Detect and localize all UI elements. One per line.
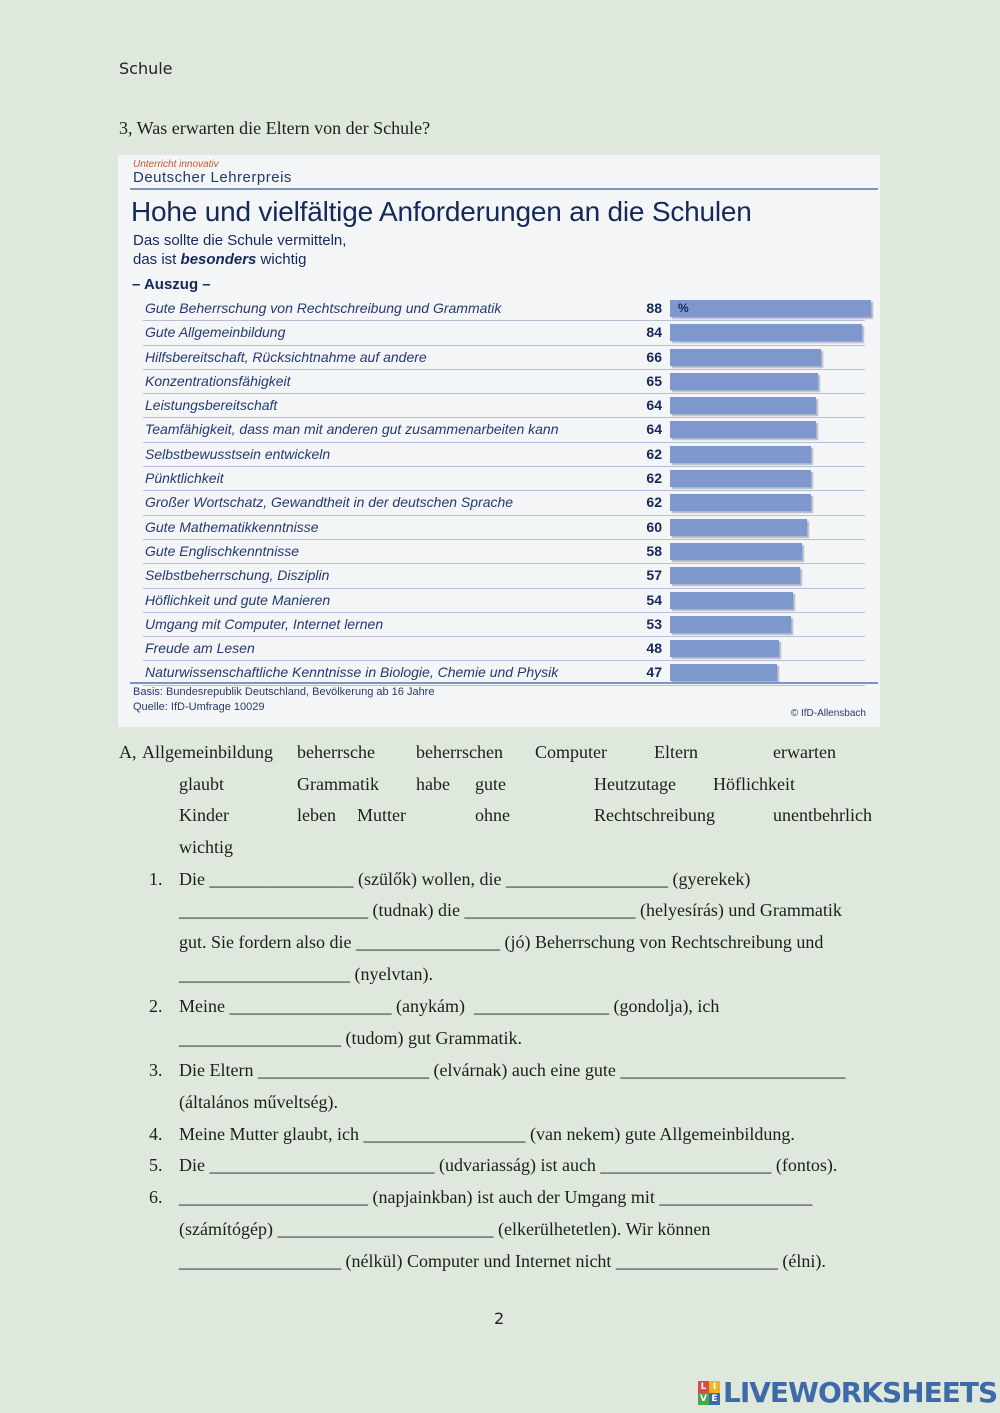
exercise-line[interactable]: (számítógép) ________________________ (elkerülhetetlen). Wir können <box>179 1219 711 1239</box>
chart-category-label: Höflichkeit und gute Manieren <box>145 591 331 608</box>
word-bank-word: Heutzutage <box>594 774 676 794</box>
chart-category-label: Naturwissenschaftliche Kenntnisse in Biologie, Chemie und Physik <box>145 664 559 681</box>
word-bank-word: Höflichkeit <box>713 774 795 794</box>
chart-bar <box>670 300 871 317</box>
chart-value-label: 47 <box>646 664 662 681</box>
chart-category-label: Hilfsbereitschaft, Rücksichtnahme auf andere <box>145 348 427 365</box>
task-title: 3, Was erwarten die Eltern von der Schule? <box>119 118 431 138</box>
exercise-number: 6. <box>149 1187 163 1207</box>
chart-title: Hohe und vielfältige Anforderungen an die Schulen <box>131 196 752 227</box>
chart-category-label: Selbstbeherrschung, Disziplin <box>145 567 330 584</box>
chart-category-label: Leistungsbereitschaft <box>145 397 278 414</box>
chart-value-label: 58 <box>646 542 662 559</box>
chart-value-label: 53 <box>646 615 662 632</box>
chart-value-label: 64 <box>646 421 662 438</box>
chart-footer-divider <box>130 682 878 684</box>
word-bank-word: Grammatik <box>297 774 379 794</box>
word-bank-word: habe <box>416 774 450 794</box>
chart-excerpt-label: – Auszug – <box>132 276 211 293</box>
word-bank-word: gute <box>475 774 506 794</box>
chart-bar <box>670 494 811 511</box>
chart-row <box>143 540 865 564</box>
chart-rows <box>143 297 865 686</box>
word-bank-word: leben <box>297 805 336 825</box>
logo-text: LIVEWORKSHEETS <box>723 1376 998 1409</box>
chart-category-label: Gute Mathematikkenntnisse <box>145 518 319 535</box>
chart-category-label: Gute Beherrschung von Rechtschreibung und Grammatik <box>145 300 502 316</box>
chart-category-label: Umgang mit Computer, Internet lernen <box>145 615 384 632</box>
chart-value-label: 62 <box>646 494 662 511</box>
word-bank-word: unentbehrlich <box>773 805 872 825</box>
chart-bar <box>670 592 793 609</box>
chart-basis: Basis: Bundesrepublik Deutschland, Bevölkerung ab 16 Jahre <box>133 686 435 698</box>
chart-bar <box>670 640 779 657</box>
chart-subtitle-2-pre: das ist <box>133 251 181 268</box>
word-bank-word: Mutter <box>357 805 406 825</box>
chart-bar <box>670 324 862 341</box>
chart-bar <box>670 543 802 560</box>
chart-row <box>143 637 865 661</box>
exercise-line[interactable]: (általános műveltség). <box>179 1092 338 1112</box>
chart-row <box>143 297 865 321</box>
chart-value-label: 57 <box>646 567 662 584</box>
chart-bar <box>670 664 777 681</box>
word-bank-word: wichtig <box>179 837 233 857</box>
word-bank-word: Eltern <box>654 742 698 762</box>
chart-subtitle-2-bold: besonders <box>180 251 257 268</box>
exercise-line[interactable]: Die _________________________ (udvariasság) ist auch ___________________ (fontos). <box>179 1155 838 1175</box>
exercise-line[interactable]: __________________ (tudom) gut Grammatik. <box>179 1028 522 1048</box>
exercise-line[interactable]: Die Eltern ___________________ (elvárnak) auch eine gute _________________________ <box>179 1060 846 1080</box>
chart-row <box>143 346 865 370</box>
chart-bar <box>670 421 816 438</box>
chart-row <box>143 370 865 394</box>
word-bank-word: beherrschen <box>416 742 503 762</box>
chart-subtitle-1: Das sollte die Schule vermitteln, <box>133 232 347 249</box>
exercise-number: 4. <box>149 1124 163 1144</box>
word-bank-word: beherrsche <box>297 742 375 762</box>
chart-source: Quelle: IfD-Umfrage 10029 <box>133 701 265 713</box>
chart-value-label: 64 <box>646 397 662 414</box>
exercise-line[interactable]: Meine Mutter glaubt, ich __________________ (van nekem) gute Allgemeinbildung. <box>179 1124 795 1144</box>
chart-kicker: Unterricht innovativ <box>133 159 219 170</box>
chart-category-label: Freude am Lesen <box>145 640 255 657</box>
word-bank-word: Rechtschreibung <box>594 805 715 825</box>
exercise-line[interactable]: _____________________ (tudnak) die ___________________ (helyesírás) und Grammatik <box>179 900 842 920</box>
chart-row <box>143 443 865 467</box>
chart-bar <box>670 519 807 536</box>
chart-value-label: 84 <box>646 324 662 341</box>
exercise-number: 3. <box>149 1060 163 1080</box>
chart-bar <box>670 446 811 463</box>
chart-row <box>143 613 865 637</box>
chart-row <box>143 467 865 491</box>
chart-divider <box>130 188 878 190</box>
chart-bar <box>670 349 821 366</box>
word-bank-word: glaubt <box>179 774 224 794</box>
chart-category-label: Großer Wortschatz, Gewandtheit in der deutschen Sprache <box>145 494 514 511</box>
word-bank-word: ohne <box>475 805 510 825</box>
chart-bar <box>670 373 818 390</box>
chart-row <box>143 589 865 613</box>
chart-value-label: 62 <box>646 445 662 462</box>
chart-bar <box>670 567 800 584</box>
page-header-label: Schule <box>119 59 173 78</box>
chart-subtitle-2-post: wichtig <box>256 251 307 268</box>
logo-grid-icon <box>698 1381 720 1405</box>
exercise-line[interactable]: gut. Sie fordern also die ________________ (jó) Beherrschung von Rechtschreibung und <box>179 932 824 952</box>
chart-unit-label: % <box>678 301 689 315</box>
chart-row <box>143 516 865 540</box>
word-bank-word: Computer <box>535 742 607 762</box>
chart-category-label: Konzentrationsfähigkeit <box>145 372 291 389</box>
chart-category-label: Teamfähigkeit, dass man mit anderen gut zusammenarbeiten kann <box>145 421 559 438</box>
word-bank-word: Allgemeinbildung <box>142 742 273 762</box>
logo-cell-e: E <box>709 1393 720 1405</box>
chart-value-label: 54 <box>646 591 662 608</box>
chart-row <box>143 321 865 345</box>
logo-cell-l: L <box>698 1381 709 1393</box>
chart-row <box>143 418 865 442</box>
exercise-line[interactable]: __________________ (nélkül) Computer und Internet nicht __________________ (élni). <box>179 1251 826 1271</box>
exercise-line[interactable]: Meine __________________ (anykám) _______________ (gondolja), ich <box>179 996 720 1016</box>
exercise-number: 5. <box>149 1155 163 1175</box>
exercise-line[interactable]: Die ________________ (szülők) wollen, die __________________ (gyerekek) <box>179 869 751 889</box>
chart-value-label: 60 <box>646 518 662 535</box>
chart-value-label: 62 <box>646 470 662 487</box>
chart-row <box>143 564 865 588</box>
page-number: 2 <box>494 1309 505 1328</box>
exercise-number: 1. <box>149 869 163 889</box>
logo-cell-i: I <box>709 1381 720 1393</box>
chart-row <box>143 491 865 515</box>
word-bank-word: erwarten <box>773 742 836 762</box>
chart-row <box>143 394 865 418</box>
chart-bar <box>670 616 791 633</box>
chart-value-label: 88 <box>646 300 662 316</box>
chart-category-label: Gute Allgemeinbildung <box>145 324 286 341</box>
chart-value-label: 48 <box>646 640 662 657</box>
chart-category-label: Pünktlichkeit <box>145 470 224 487</box>
chart-subtitle-2 <box>133 251 306 268</box>
chart-copyright: © IfD-Allensbach <box>790 708 866 719</box>
logo-cell-v: V <box>698 1393 709 1405</box>
chart-brand: Deutscher Lehrerpreis <box>133 169 292 186</box>
chart-category-label: Gute Englischkenntnisse <box>145 542 300 559</box>
survey-chart <box>118 155 880 727</box>
liveworksheets-logo[interactable] <box>698 1376 998 1409</box>
exercise-line[interactable]: ___________________ (nyelvtan). <box>179 964 433 984</box>
word-bank-word: Kinder <box>179 805 229 825</box>
exercise-number: 2. <box>149 996 163 1016</box>
word-bank-label: A, <box>119 742 137 762</box>
chart-bar <box>670 397 816 414</box>
chart-value-label: 65 <box>646 372 662 389</box>
chart-category-label: Selbstbewusstsein entwickeln <box>145 445 331 462</box>
exercise-line[interactable]: _____________________ (napjainkban) ist auch der Umgang mit _________________ <box>179 1187 813 1207</box>
chart-bar <box>670 470 811 487</box>
chart-value-label: 66 <box>646 348 662 365</box>
